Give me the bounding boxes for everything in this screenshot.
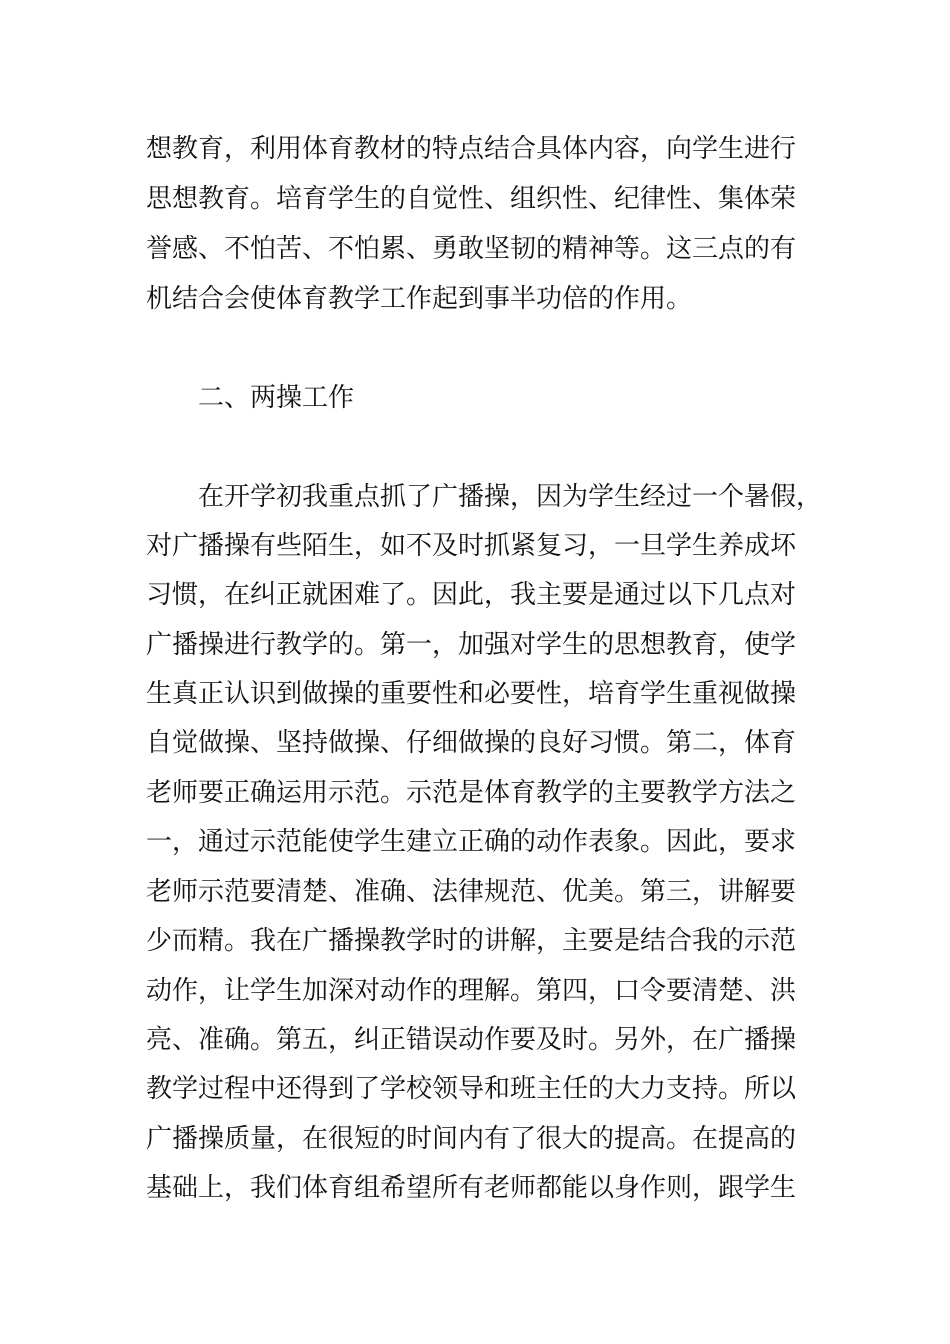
paragraph-1-line-1: 想教育，利用体育教材的特点结合具体内容，向学生进行	[146, 134, 797, 164]
paragraph-2-line-9: 老师示范要清楚、准确、法律规范、优美。第三，讲解要	[146, 877, 797, 907]
paragraph-1-line-4: 机结合会使体育教学工作起到事半功倍的作用。	[146, 284, 693, 314]
paragraph-2-line-7: 老师要正确运用示范。示范是体育教学的主要教学方法之	[146, 778, 797, 808]
section-heading: 二、两操工作	[198, 383, 355, 413]
paragraph-2-line-13: 教学过程中还得到了学校领导和班主任的大力支持。所以	[146, 1074, 797, 1104]
paragraph-1-line-2: 思想教育。培育学生的自觉性、组织性、纪律性、集体荣	[146, 184, 797, 214]
paragraph-2-line-14: 广播操质量，在很短的时间内有了很大的提高。在提高的	[146, 1124, 797, 1154]
paragraph-2-line-2: 对广播操有些陌生，如不及时抓紧复习，一旦学生养成坏	[146, 531, 797, 561]
paragraph-2-line-11: 动作，让学生加深对动作的理解。第四，口令要清楚、洪	[146, 976, 797, 1006]
paragraph-2-line-12: 亮、准确。第五，纠正错误动作要及时。另外，在广播操	[146, 1025, 797, 1055]
paragraph-2-line-10: 少而精。我在广播操教学时的讲解，主要是结合我的示范	[146, 926, 797, 956]
paragraph-2-line-4: 广播操进行教学的。第一，加强对学生的思想教育，使学	[146, 630, 797, 660]
paragraph-2-line-6: 自觉做操、坚持做操、仔细做操的良好习惯。第二，体育	[146, 728, 797, 758]
paragraph-2-line-5: 生真正认识到做操的重要性和必要性，培育学生重视做操	[146, 679, 797, 709]
paragraph-1-line-3: 誉感、不怕苦、不怕累、勇敢坚韧的精神等。这三点的有	[146, 234, 797, 264]
paragraph-2-line-3: 习惯，在纠正就困难了。因此，我主要是通过以下几点对	[146, 580, 797, 610]
paragraph-2-line-1: 在开学初我重点抓了广播操，因为学生经过一个暑假，	[198, 482, 823, 512]
paragraph-2-line-8: 一，通过示范能使学生建立正确的动作表象。因此，要求	[146, 827, 797, 857]
paragraph-2-line-15: 基础上，我们体育组希望所有老师都能以身作则，跟学生	[146, 1173, 797, 1203]
